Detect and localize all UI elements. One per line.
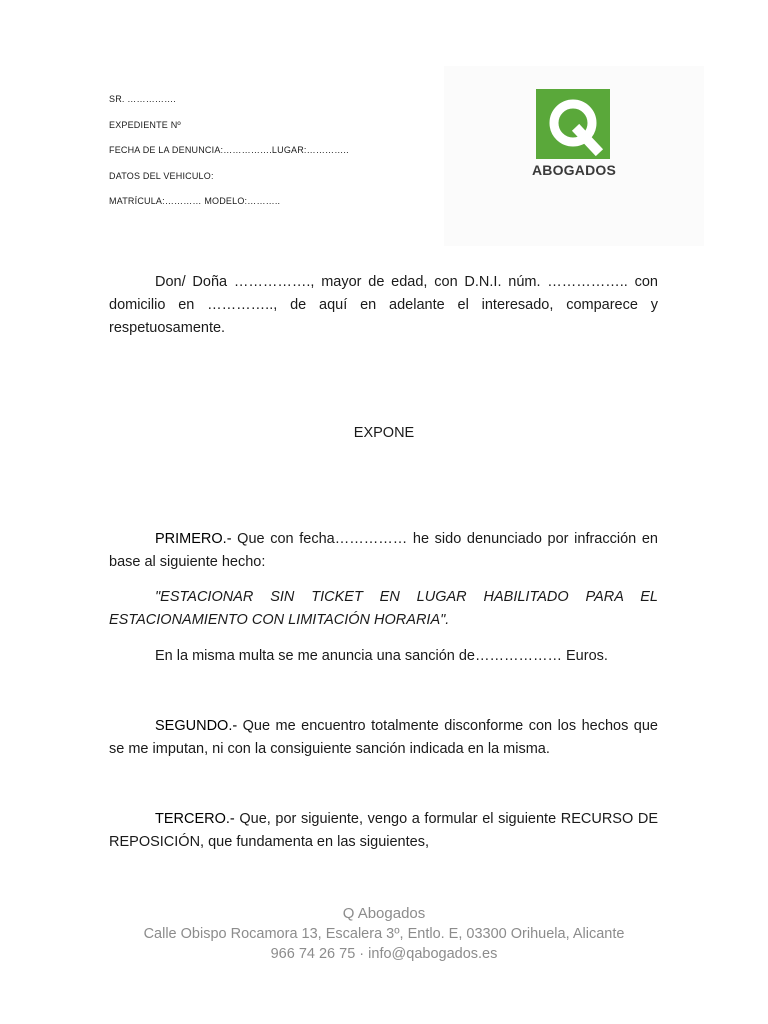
primero-multa: En la misma multa se me anuncia una sanción de……………… Euros. — [155, 648, 608, 664]
segundo-text: Que me encuentro totalmente disconforme con los hechos que se me imputan, ni con la consiguiente sanción indicada en la misma. — [109, 718, 658, 757]
field-datos-vehiculo: DATOS DEL VEHICULO: — [109, 170, 214, 181]
primero-text: Que con fecha…………… he sido denunciado por infracción en base al siguiente hecho: — [109, 531, 658, 570]
logo — [444, 66, 704, 246]
field-sr: SR. ……………. — [109, 94, 177, 104]
paragraph-segundo — [109, 715, 658, 761]
field-matricula-modelo: MATRÍCULA:………… MODELO:……….. — [109, 196, 281, 206]
intro-paragraph: Don/ Doña ……………., mayor de edad, con D.N.I. núm. …………….. con domicilio en ………….., de aquí en adelante el interesado, comparece y respetuosamente. — [109, 274, 658, 336]
logo-q-icon — [536, 89, 610, 159]
segundo-lead: SEGUNDO.- — [155, 718, 238, 734]
field-expediente: EXPEDIENTE Nº — [109, 119, 181, 130]
tercero-lead: TERCERO.- — [155, 811, 235, 827]
footer-name: Q Abogados — [342, 905, 426, 922]
paragraph-primero — [109, 528, 658, 574]
header-fields — [109, 92, 349, 220]
field-fecha-lugar: FECHA DE LA DENUNCIA:…………….LUGAR:………….. — [109, 145, 349, 155]
footer — [0, 904, 768, 964]
logo-text: ABOGADOS — [531, 162, 617, 178]
paragraph-tercero — [109, 808, 658, 854]
footer-contact: 966 74 26 75 · info@qabogados.es — [270, 946, 498, 962]
primero-lead: PRIMERO.- — [155, 531, 232, 547]
footer-address: Calle Obispo Rocamora 13, Escalera 3º, Entlo. E, 03300 Orihuela, Alicante — [143, 926, 625, 942]
tercero-text: Que, por siguiente, vengo a formular el siguiente RECURSO DE REPOSICIÓN, que fundamenta en las siguientes, — [109, 811, 658, 850]
section-title-expone: EXPONE — [353, 425, 415, 441]
primero-quote: "ESTACIONAR SIN TICKET EN LUGAR HABILITADO PARA EL ESTACIONAMIENTO CON LIMITACIÓN HORARIA". — [109, 589, 658, 628]
